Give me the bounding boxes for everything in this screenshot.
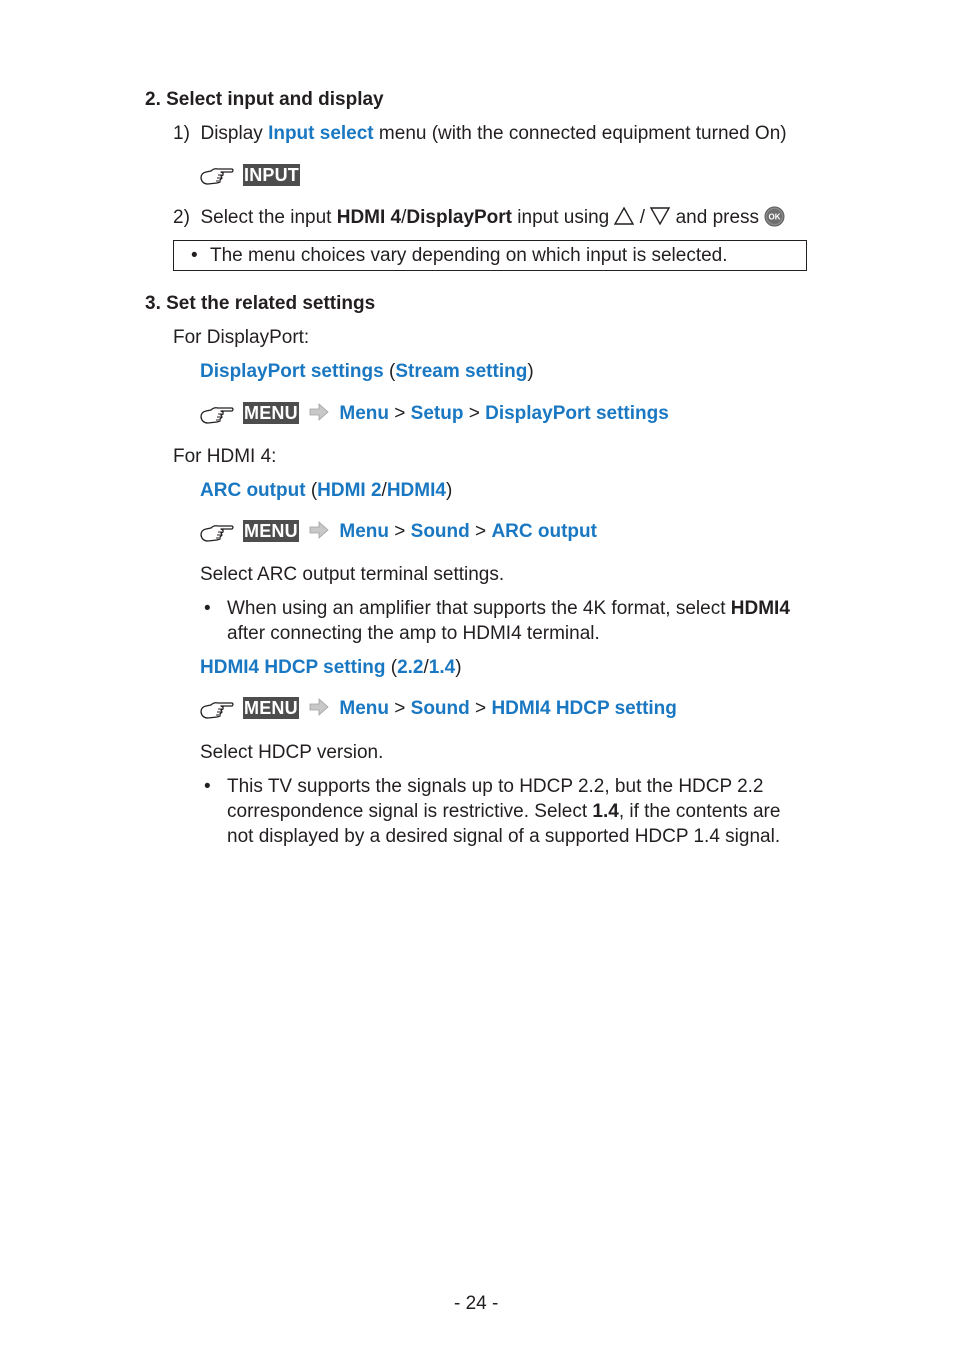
pointing-hand-icon — [199, 698, 235, 722]
arc-bullet-text: When using an amplifier that supports the 4K format, select — [227, 598, 726, 619]
path-displayport-settings-link[interactable]: DisplayPort settings — [485, 403, 669, 424]
sub2-number: 2) — [173, 207, 190, 228]
arc-bullet: • — [204, 598, 211, 619]
step2-sub2 — [173, 206, 785, 230]
paren-close: ) — [445, 480, 453, 501]
paren-open: ( — [389, 361, 396, 382]
sub1-pre: Display — [200, 123, 263, 144]
stream-setting-link[interactable]: Stream setting — [395, 361, 528, 382]
note-bullet: • — [191, 245, 198, 266]
input-key-label[interactable]: INPUT — [244, 165, 299, 185]
slash: / — [423, 657, 429, 678]
sub2-mid: input using — [517, 207, 610, 228]
pointing-hand-icon — [199, 164, 235, 188]
path-sep: > — [394, 521, 406, 542]
hdcp-bullet-line3: not displayed by a desired signal of a supported HDCP 1.4 signal. — [227, 826, 781, 847]
sub1-post: menu (with the connected equipment turned On) — [378, 123, 787, 144]
arrow-right-icon — [308, 697, 330, 717]
path-sep: > — [475, 521, 487, 542]
hdcp-bullet-line1: This TV supports the signals up to HDCP 2.2, but the HDCP 2.2 — [227, 776, 764, 797]
for-displayport-label: For DisplayPort: — [173, 327, 310, 348]
hdmi4-label: HDMI 4 — [336, 207, 402, 228]
hdcp-description: Select HDCP version. — [200, 742, 384, 763]
path-setup-link[interactable]: Setup — [410, 403, 464, 424]
hdcp-1-4-option-link[interactable]: 1.4 — [428, 657, 456, 678]
hdcp-bullet: • — [204, 776, 211, 797]
paren-open: ( — [390, 657, 398, 678]
hdcp-bullet-line2 — [227, 800, 780, 824]
step2-heading: 2. Select input and display — [145, 89, 384, 110]
path-sep: > — [394, 698, 406, 719]
sub1-number: 1) — [173, 123, 190, 144]
svg-text:OK: OK — [768, 212, 781, 222]
sub2-sep: / — [639, 207, 646, 228]
hdcp-2-2-option-link[interactable]: 2.2 — [397, 657, 424, 678]
note-text: The menu choices vary depending on which input is selected. — [210, 245, 728, 266]
pointing-hand-icon — [199, 403, 235, 427]
path-sep: > — [475, 698, 487, 719]
input-select-link[interactable]: Input select — [268, 123, 374, 144]
step2-sub1 — [173, 122, 787, 146]
hdcp-bullet-bold: 1.4 — [592, 801, 619, 822]
hdmi4-hdcp-setting-link[interactable]: HDMI4 HDCP setting — [200, 657, 386, 678]
for-hdmi4-label: For HDMI 4: — [173, 446, 277, 467]
displayport-settings-link[interactable]: DisplayPort settings — [200, 361, 384, 382]
paren-open: ( — [310, 480, 318, 501]
path-arc-output-link[interactable]: ARC output — [491, 521, 597, 542]
sub2-pre: Select the input — [200, 207, 332, 228]
displayport-label: DisplayPort — [406, 207, 513, 228]
pointing-hand-icon — [199, 521, 235, 545]
path-sep: > — [394, 403, 406, 424]
arrow-right-icon — [308, 520, 330, 540]
paren-close: ) — [527, 361, 534, 382]
arc-bullet-line2: after connecting the amp to HDMI4 terminal. — [227, 623, 600, 644]
arc-description: Select ARC output terminal settings. — [200, 564, 505, 585]
path-sound-link[interactable]: Sound — [410, 521, 470, 542]
triangle-down-icon — [650, 206, 670, 226]
hdcp-bullet-text-post: , if the contents are — [618, 801, 781, 822]
page-number: - 24 - — [454, 1293, 499, 1314]
step3-heading: 3. Set the related settings — [145, 293, 376, 314]
arc-output-item — [200, 479, 452, 503]
path-menu-link[interactable]: Menu — [339, 698, 389, 719]
menu-key-label[interactable]: MENU — [244, 521, 298, 541]
path-sep: > — [468, 403, 480, 424]
sub2-post: and press — [675, 207, 760, 228]
triangle-up-icon — [614, 206, 634, 226]
arrow-right-icon — [308, 402, 330, 422]
slash: / — [401, 207, 407, 228]
paren-close: ) — [455, 657, 462, 678]
path-hdcp-setting-link[interactable]: HDMI4 HDCP setting — [491, 698, 677, 719]
path-menu-link[interactable]: Menu — [339, 521, 389, 542]
arc-bullet-bold: HDMI4 — [730, 598, 790, 619]
hdcp-bullet-text: correspondence signal is restrictive. Select — [227, 801, 588, 822]
menu-key-label[interactable]: MENU — [244, 403, 298, 423]
input-key-wrap — [243, 164, 300, 188]
path-sound-link[interactable]: Sound — [410, 698, 470, 719]
displayport-settings-item — [200, 360, 534, 384]
ok-button-icon — [764, 206, 785, 227]
arc-menu-path — [243, 520, 597, 544]
menu-key-label[interactable]: MENU — [244, 698, 298, 718]
arc-output-link[interactable]: ARC output — [200, 480, 306, 501]
hdcp-menu-path — [243, 697, 677, 721]
dp-menu-path — [243, 402, 669, 426]
hdmi4-option-link[interactable]: HDMI4 — [386, 480, 446, 501]
hdcp-setting-item — [200, 656, 462, 680]
slash: / — [381, 480, 387, 501]
hdmi2-option-link[interactable]: HDMI 2 — [317, 480, 382, 501]
arc-bullet-line1 — [227, 597, 790, 621]
path-menu-link[interactable]: Menu — [339, 403, 389, 424]
